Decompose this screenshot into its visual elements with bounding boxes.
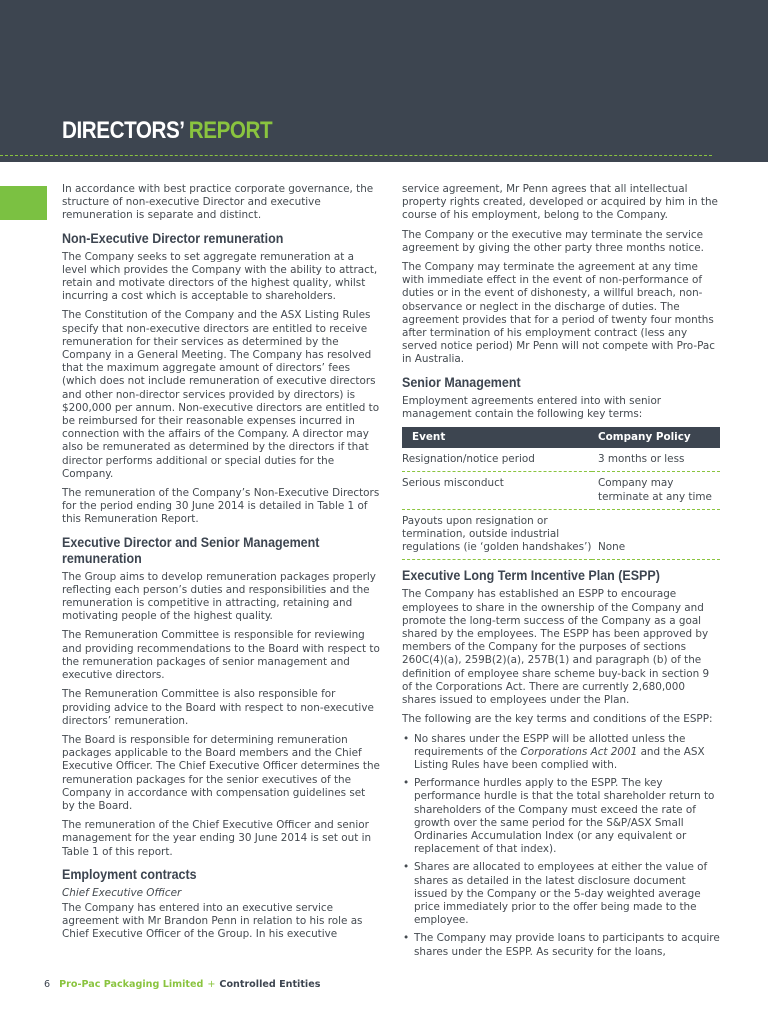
- espp-paragraph-2: The following are the key terms and conditions of the ESPP:: [402, 713, 713, 726]
- senior-management-heading: Senior Management: [402, 374, 521, 391]
- ceo-subheading: Chief Executive Officer: [62, 886, 182, 899]
- page-number: 6: [44, 979, 51, 990]
- section-marker-tab: [0, 186, 47, 220]
- ned-paragraph-1: The Company seeks to set aggregate remuneration at a level which provides the Company with the ability to attract, retain and motivate directors of the highest quality, whilst incurring a cost which is acceptable to shareholders.: [62, 250, 378, 303]
- table-cell-event: Resignation/notice period: [402, 448, 592, 472]
- table-header-event: Event: [402, 427, 592, 448]
- table-cell-policy: Company may terminate at any time: [592, 472, 720, 509]
- termination-conditions-paragraph: The Company may terminate the agreement at any time with immediate effect in the event of non-performance of duties or in the event of dishonesty, a willful breach, non-observance or neglect in the discharge of duties. The agreement provides that for a period of twenty four months after termination of his employment contract (less any served notice period) Mr Penn will not compete with Pro-Pac in Australia.: [402, 261, 715, 366]
- footer-separator: +: [207, 979, 216, 990]
- footer-entities: Controlled Entities: [219, 979, 321, 990]
- list-item: [414, 733, 720, 773]
- bullet-1-text-a: No shares under the ESPP will be allotted unless the requirements of the: [414, 732, 686, 758]
- service-agreement-paragraph: service agreement, Mr Penn agrees that all intellectual property rights created, developed or acquired by him in the course of his employment, belong to the Company.: [402, 183, 718, 222]
- page-footer: [44, 979, 320, 991]
- header-dashed-rule: [0, 155, 712, 156]
- exec-paragraph-1: The Group aims to develop remuneration packages properly reflecting each person’s duties and responsibilities and the remuneration is competitive in attracting, retaining and motivating people of the highest quality.: [62, 570, 376, 623]
- employment-paragraph-1: The Company has entered into an executive service agreement with Mr Brandon Penn in relation to his role as Chief Executive Officer of the Group. In his executive: [62, 901, 363, 941]
- table-cell-policy: None: [592, 509, 720, 560]
- ned-remuneration-heading: Non-Executive Director remuneration: [62, 230, 284, 247]
- ned-paragraph-2: The Constitution of the Company and the ASX Listing Rules specify that non-executive directors are entitled to receive remuneration for their services as determined by the Company in a General Meeting. The Company has resolved that the maximum aggregate amount of directors’ fees (which does not include remuneration of executive directors and other non-director services provided by directors) is $200,000 per annum. Non-executive directors are entitled to be reimbursed for their reasonable expenses incurred in connection with the affairs of the Company. A director may also be remunerated as determined by the directors if that director performs additional or special duties for the Company.: [62, 309, 380, 480]
- table-cell-policy: 3 months or less: [592, 448, 720, 472]
- exec-paragraph-2: The Remuneration Committee is responsible for reviewing and providing recommendations to the Board with respect to the remuneration packages of senior management and executive directors.: [62, 629, 380, 682]
- list-item: • The Company may provide loans to participants to acquire shares under the ESPP. As security for the loans,: [414, 932, 720, 958]
- espp-paragraph-1: The Company has established an ESPP to encourage employees to share in the ownership of the Company and promote the long-term success of the Company as a goal shared by the employees. The ESPP has been approved by members of the Company for the purposes of sections 260C(4)(a), 259B(2)(a), 257B(1) and paragraph (b) of the definition of employee share scheme buy-back in section 9 of the Corporations Act. There are currently 2,680,000 shares issued to employees under the Plan.: [402, 588, 710, 707]
- espp-terms-list: [402, 733, 720, 959]
- table-row: [402, 448, 720, 472]
- exec-paragraph-5: The remuneration of the Chief Executive Officer and senior management for the year ending 30 June 2014 is set out in Table 1 of this report.: [62, 819, 372, 858]
- table-header-row: [402, 427, 720, 448]
- ned-paragraph-3: The remuneration of the Company’s Non-Executive Directors for the period ending 30 June 2014 is detailed in Table 1 of this Remuneration Report.: [62, 487, 380, 526]
- exec-paragraph-3: The Remuneration Committee is also responsible for providing advice to the Board with respect to non-executive directors’ remuneration.: [62, 688, 374, 727]
- table-row: [402, 472, 720, 509]
- title-part-directors: DIRECTORS’: [62, 117, 184, 144]
- senior-management-paragraph: Employment agreements entered into with senior management contain the following key terms:: [402, 394, 662, 420]
- list-item: • Performance hurdles apply to the ESPP. The key performance hurdle is that the total shareholder return to shareholders of the Company must exceed the rate of growth over the same period for the S&P/ASX Small Ordinaries Accumulation Index (or any equivalent or replacement of that index).: [414, 777, 720, 856]
- bullet-1-act-name: Corporations Act 2001: [520, 745, 638, 758]
- employment-contracts-heading: Employment contracts: [62, 866, 197, 883]
- table-cell-event: Payouts upon resignation or termination, outside industrial regulations (ie ‘golden handshakes’): [402, 509, 592, 560]
- termination-notice-paragraph: The Company or the executive may terminate the service agreement by giving the other party three months notice.: [402, 228, 704, 254]
- intro-paragraph: In accordance with best practice corporate governance, the structure of non-executive Director and executive remuneration is separate and distinct.: [62, 183, 374, 222]
- bullet-1-text-b: and the ASX Listing Rules have been complied with.: [414, 745, 705, 771]
- table-cell-event: Serious misconduct: [402, 472, 592, 509]
- exec-paragraph-4: The Board is responsible for determining remuneration packages applicable to the Board members and the Chief Executive Officer. The Chief Executive Officer determines the remuneration packages for the senior executives of the Company in accordance with compensation guidelines set by the Board.: [62, 733, 380, 812]
- left-column: [62, 183, 380, 948]
- page-title: [62, 116, 272, 146]
- espp-heading: Executive Long Term Incentive Plan (ESPP): [402, 568, 660, 585]
- table-row: [402, 509, 720, 560]
- table-header-policy: Company Policy: [592, 427, 720, 448]
- exec-remuneration-heading: Executive Director and Senior Management remuneration: [62, 534, 320, 567]
- footer-company: Pro-Pac Packaging Limited: [59, 979, 204, 990]
- title-part-report: REPORT: [188, 117, 273, 144]
- key-terms-table: [402, 427, 720, 560]
- right-column: [402, 183, 720, 964]
- list-item: • Shares are allocated to employees at either the value of shares as detailed in the latest disclosure document issued by the Company or the 5-day weighted average price immediately prior to the offer being made to the employee.: [414, 861, 720, 927]
